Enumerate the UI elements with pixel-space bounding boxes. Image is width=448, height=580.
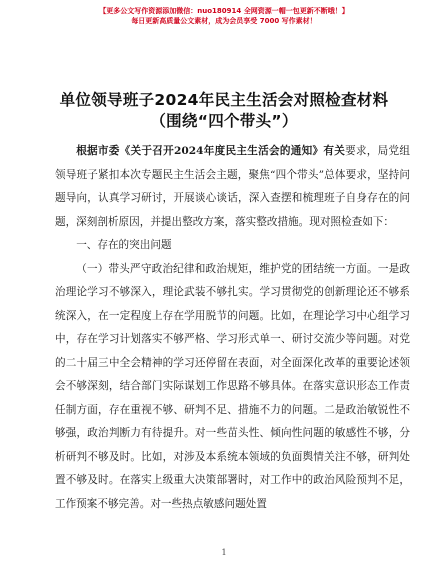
banner-line-1: 【更多公文写作资源添加微信：nuo180914 全网资源一帽一包更新不断哦！】 (99, 7, 349, 15)
intro-lead: 根据市委《关于召开2024年度民主生活会的通知》有关 (76, 145, 346, 157)
intro-text: 要求，局党组领导班子紧扣本次专题民主生活会主题，聚焦“四个带头”总体要求，坚持问题导向，认真学习研讨，开展谈心谈话，深入查摆和梳理班子自身存在的问题，深刻剖析原因，并提出整改方案，落实整改措施。现对照检查如下： (55, 145, 411, 228)
body-paragraph: （一）带头严守政治纪律和政治规矩，维护党的团结统一方面。一是政治理论学习不够深入，理论武装不够扎实。学习贯彻党的创新理论还不够系统深入，在一定程度上存在学用脱节的问题。比如，在理论学习中心组学习中，存在学习计划落实不够严格、学习形式单一、研讨交流少等问题。对党的二十届三中全会精神的学习还停留在表面，对全面深化改革的重要论述领会不够深刻，结合部门实际谋划工作思路不够具体。在落实意识形态工作责任制方面，存在重视不够、研判不足、措施不力的问题。二是政治敏锐性不够强，政治判断力有待提升。对一些苗头性、倾向性问题的敏感性不够，分析研判不够及时。比如，对涉及本系统本领域的负面舆情关注不够，研判处置不够及时。在落实上级重大决策部署时，对工作中的政治风险预判不足，工作预案不够完善。对一些热点敏感问题处置 (55, 262, 410, 510)
page-number: 1 (221, 548, 227, 557)
banner-line-2: 每日更新高质量公文素材，成为会员享受 7000 写作素材！ (131, 17, 317, 25)
document-body (55, 140, 410, 516)
intro-paragraph (55, 140, 410, 234)
section-heading: 一、存在的突出问题 (76, 239, 172, 251)
header-banner (0, 6, 448, 26)
document-subtitle: （围绕“四个带头”） (150, 112, 298, 130)
document-title: 单位领导班子2024年民主生活会对照检查材料 (59, 91, 389, 109)
